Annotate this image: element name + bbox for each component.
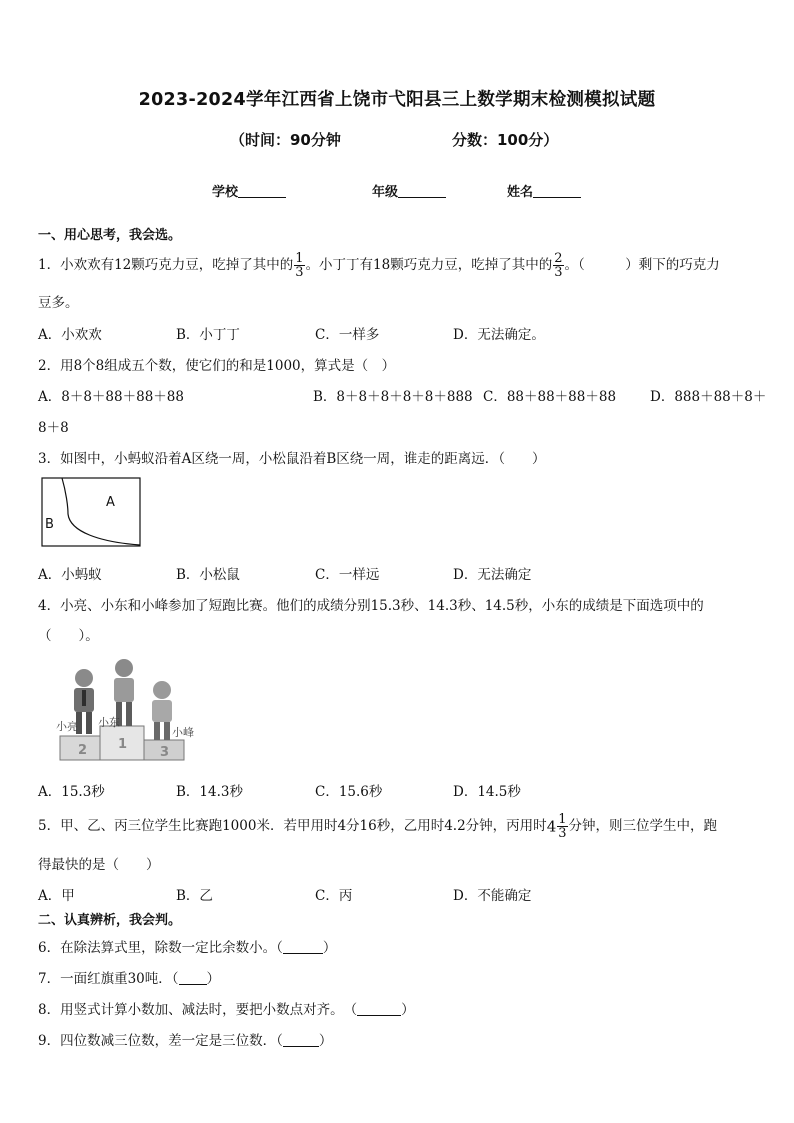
q5-option-d[interactable]: D．不能确定: [453, 888, 532, 904]
question-7: 7．一面红旗重30吨．（ ）: [38, 971, 221, 987]
q2-option-d[interactable]: D．888＋88＋8＋: [650, 389, 767, 405]
label-xiaodong: 小东: [98, 716, 120, 729]
q7-answer-blank[interactable]: [179, 972, 207, 985]
question-8: 8．用竖式计算小数加、减法时，要把小数点对齐。 （ ）: [38, 1002, 415, 1018]
label-xiaoliang: 小亮: [56, 720, 78, 733]
mixed-number-whole: 4: [546, 817, 557, 836]
q6-answer-blank[interactable]: [283, 941, 323, 954]
label-xiaofeng: 小峰: [172, 726, 194, 739]
name-field: 姓名: [507, 181, 581, 200]
question-2: 2．用8个8组成五个数，使它们的和是1000，算式是（ ）: [38, 358, 396, 374]
region-b-label: B: [45, 517, 54, 532]
q9-answer-blank[interactable]: [283, 1034, 319, 1047]
fraction-one-third: $\frac{1}{3}$: [295, 251, 304, 280]
grade-field: 年级: [372, 181, 446, 200]
q1-option-c[interactable]: C．一样多: [315, 327, 380, 343]
section-2-heading: 二、认真辨析，我会判。: [38, 913, 182, 928]
q2-option-d-cont: 8＋8: [38, 420, 69, 436]
q1-option-b[interactable]: B．小丁丁: [176, 327, 240, 343]
question-1-cont: 豆多。: [38, 295, 79, 311]
q4-option-c[interactable]: C．15.6秒: [315, 784, 383, 800]
q8-answer-blank[interactable]: [357, 1003, 401, 1016]
area-figure: [40, 476, 144, 550]
q3-option-b[interactable]: B．小松鼠: [176, 567, 240, 583]
school-blank[interactable]: [238, 184, 286, 198]
question-4-cont: （ ）。: [38, 628, 99, 644]
q5-option-c[interactable]: C．丙: [315, 888, 353, 904]
podium-number-3: 3: [160, 745, 170, 760]
q5-option-a[interactable]: A．甲: [38, 888, 75, 904]
q4-option-b[interactable]: B．14.3秒: [176, 784, 243, 800]
question-1: 1．小欢欢有12颗巧克力豆，吃掉了其中的 $\frac{1}{3}$ 。小丁丁有18颗巧克力豆，吃掉了其中的 $\frac{2}{3}$ 。（ ）剩下的巧克力: [38, 251, 720, 280]
child-xiaofeng-figure: [152, 681, 172, 740]
grade-blank[interactable]: [398, 184, 446, 198]
q2-option-b[interactable]: B．8＋8＋8＋8＋8＋888: [313, 389, 473, 405]
q3-option-a[interactable]: A．小蚂蚁: [38, 567, 102, 583]
fraction-one-third-mixed: $\frac{1}{3}$: [558, 812, 567, 841]
q4-option-d[interactable]: D．14.5秒: [453, 784, 521, 800]
q5-option-b[interactable]: B．乙: [176, 888, 213, 904]
podium-number-2: 2: [78, 743, 88, 758]
question-4: 4．小亮、小东和小峰参加了短跑比赛。他们的成绩分别15.3秒、14.3秒、14.5秒，小东的成绩是下面选项中的: [38, 598, 704, 614]
figure-dividing-curve: [62, 478, 140, 545]
exam-time: （时间：90分钟: [230, 131, 341, 149]
podium-illustration: [52, 656, 204, 762]
page-title: 2023-2024学年江西省上饶市弋阳县三上数学期末检测模拟试题: [138, 90, 656, 110]
fraction-two-thirds: $\frac{2}{3}$: [554, 251, 563, 280]
podium-number-1: 1: [118, 737, 128, 752]
section-1-heading: 一、用心思考，我会选。: [38, 228, 182, 243]
question-5: 5．甲、乙、丙三位学生比赛跑1000米．若甲用时4分16秒，乙用时4.2分钟，丙用时4 $\frac{1}{3}$ 分钟，则三位学生中，跑: [38, 812, 718, 841]
question-9: 9．四位数减三位数，差一定是三位数．（ ）: [38, 1033, 333, 1049]
q1-option-d[interactable]: D．无法确定。: [453, 327, 545, 343]
school-field: 学校: [212, 181, 286, 200]
q3-option-c[interactable]: C．一样远: [315, 567, 380, 583]
region-a-label: A: [106, 495, 115, 510]
q1-option-a[interactable]: A．小欢欢: [38, 327, 102, 343]
q2-option-a[interactable]: A．8＋8＋88＋88＋88: [38, 389, 184, 405]
question-6: 6．在除法算式里，除数一定比余数小。（ ）: [38, 940, 337, 956]
question-3: 3．如图中，小蚂蚁沿着A区绕一周，小松鼠沿着B区绕一周，谁走的距离远．（ ）: [38, 451, 546, 467]
q2-option-c[interactable]: C．88＋88＋88＋88: [483, 389, 617, 405]
q4-option-a[interactable]: A．15.3秒: [38, 784, 105, 800]
q3-option-d[interactable]: D．无法确定: [453, 567, 532, 583]
exam-score: 分数：100分）: [452, 131, 559, 149]
question-5-cont: 得最快的是（ ）: [38, 857, 160, 873]
name-blank[interactable]: [533, 184, 581, 198]
